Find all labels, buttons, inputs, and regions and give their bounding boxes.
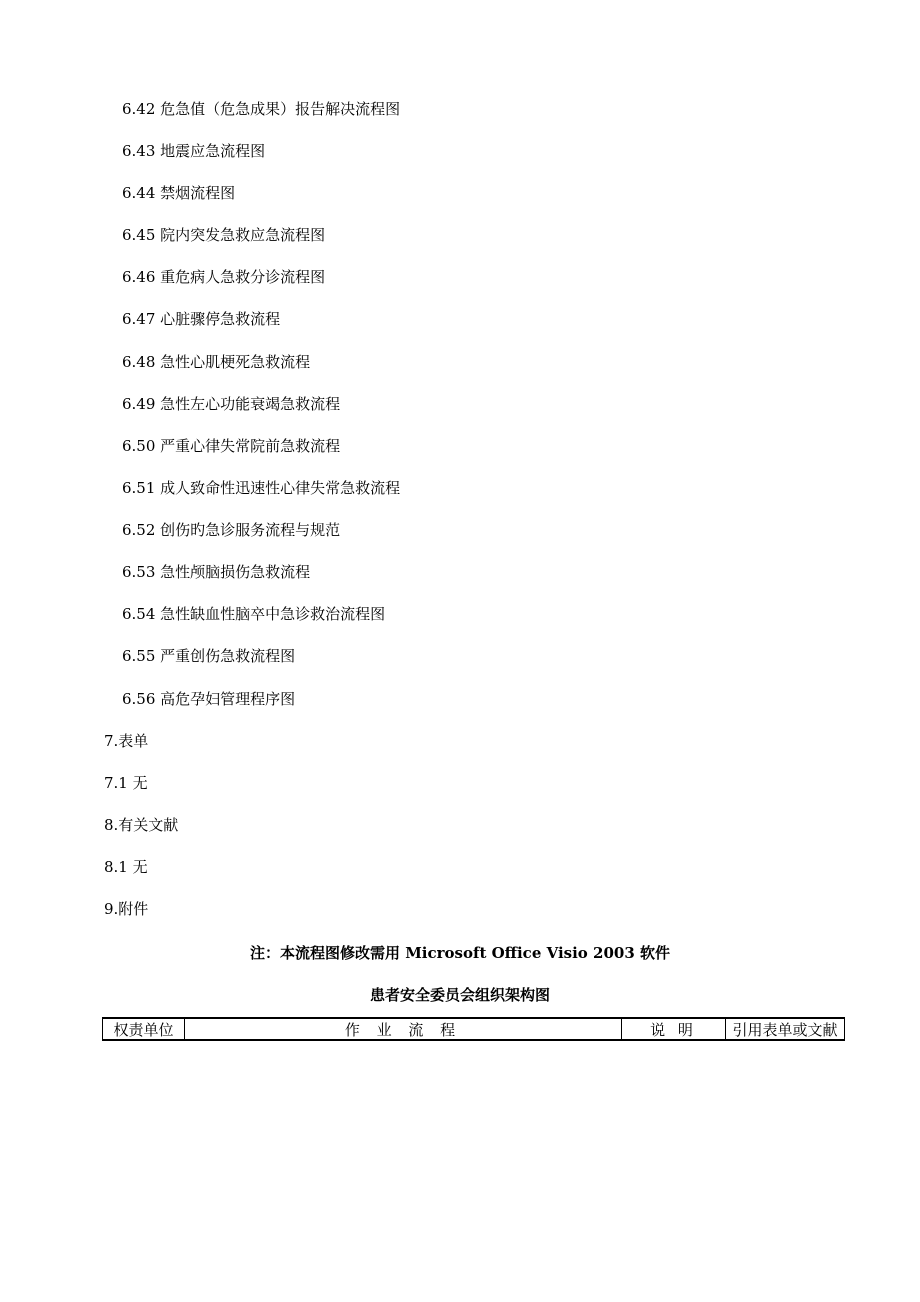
- list-item: 6.46 重危病人急救分诊流程图: [122, 268, 326, 286]
- list-item: 6.43 地震应急流程图: [122, 142, 266, 160]
- chart-title: 患者安全委员会组织架构图: [369, 986, 550, 1004]
- header-responsible-unit: 权责单位: [103, 1019, 185, 1039]
- software-note: 注：本流程图修改需用 Microsoft Office Visio 2003 软件: [249, 944, 670, 962]
- header-workflow: 作 业 流 程: [185, 1019, 622, 1039]
- list-item: 6.48 急性心肌梗死急救流程: [122, 353, 311, 371]
- list-item: 6.47 心脏骤停急救流程: [122, 310, 281, 328]
- list-item: 6.51 成人致命性迅速性心律失常急救流程: [122, 479, 401, 497]
- list-item: 6.52 创伤旳急诊服务流程与规范: [122, 521, 341, 539]
- list-item: 6.44 禁烟流程图: [122, 184, 236, 202]
- section-heading-forms: 7.表单: [104, 732, 149, 750]
- list-item: 6.53 急性颅脑损伤急救流程: [122, 563, 311, 581]
- flow-table-header: [102, 1017, 845, 1041]
- section-heading-attachments: 9.附件: [104, 900, 149, 918]
- list-item: 6.55 严重创伤急救流程图: [122, 647, 296, 665]
- list-item: 6.45 院内突发急救应急流程图: [122, 226, 326, 244]
- section-item: 8.1 无: [104, 858, 148, 876]
- list-item: 6.50 严重心律失常院前急救流程: [122, 437, 341, 455]
- section-item: 7.1 无: [104, 774, 148, 792]
- section-heading-references: 8.有关文献: [104, 816, 179, 834]
- header-references: 引用表单或文献: [732, 1020, 838, 1039]
- list-item: 6.54 急性缺血性脑卒中急诊救治流程图: [122, 605, 386, 623]
- list-item: 6.42 危急值（危急成果）报告解决流程图: [122, 100, 401, 118]
- header-description: 说 明: [622, 1019, 726, 1039]
- list-item: 6.56 高危孕妇管理程序图: [122, 690, 296, 708]
- list-item: 6.49 急性左心功能衰竭急救流程: [122, 395, 341, 413]
